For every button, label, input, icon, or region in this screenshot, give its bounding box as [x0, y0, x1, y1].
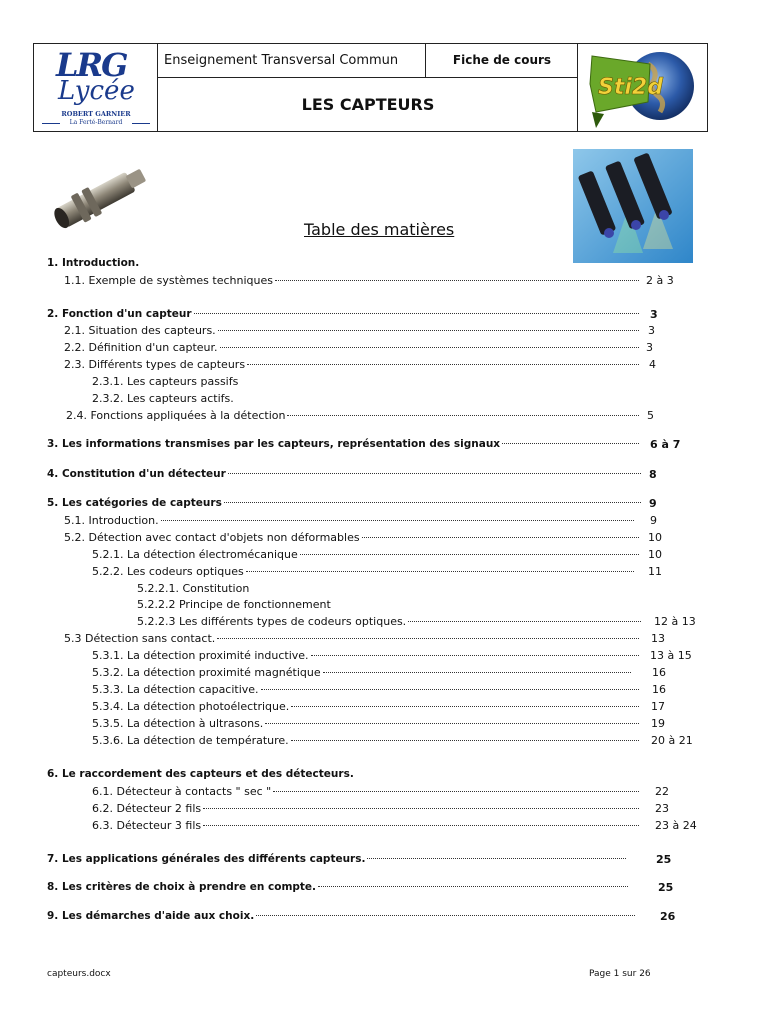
dot-leader	[291, 706, 639, 707]
toc-title: Table des matières	[304, 220, 455, 239]
toc-page-number: 8	[649, 468, 657, 481]
toc-page-number: 11	[648, 565, 662, 578]
dot-leader	[311, 655, 639, 656]
toc-entry[interactable]: 5.2.1. La détection électromécanique	[92, 548, 641, 561]
dot-leader	[228, 473, 641, 474]
dot-leader	[275, 280, 639, 281]
toc-page-number: 12 à 13	[654, 615, 696, 628]
logo-lrg-text: LRG	[56, 46, 127, 84]
school-logo	[34, 44, 158, 131]
toc-entry[interactable]: 2. Fonction d'un capteur	[47, 308, 641, 320]
dot-leader	[246, 571, 634, 572]
toc-page-number: 6 à 7	[650, 438, 681, 451]
dot-leader	[367, 858, 626, 859]
toc-entry[interactable]: 3. Les informations transmises par les capteurs, représentation des signaux	[47, 438, 641, 450]
toc-entry[interactable]: 2.3. Différents types de capteurs	[64, 358, 641, 371]
toc-page-number: 25	[658, 881, 674, 894]
dot-leader	[194, 313, 639, 314]
toc-entry[interactable]: 5.2.2. Les codeurs optiques	[92, 565, 636, 578]
toc-page-number: 4	[649, 358, 656, 371]
dot-leader	[218, 330, 639, 331]
dot-leader	[256, 915, 635, 916]
toc-entry[interactable]: 5.2.2.2 Principe de fonctionnement	[137, 598, 331, 611]
dot-leader	[161, 520, 634, 521]
toc-entry[interactable]: 6.1. Détecteur à contacts " sec "	[92, 785, 641, 798]
toc-entry[interactable]: 5.1. Introduction.	[64, 514, 636, 527]
toc-entry[interactable]: 2.1. Situation des capteurs.	[64, 324, 641, 337]
toc-entry[interactable]: 1.1. Exemple de systèmes techniques	[64, 274, 641, 287]
toc-page-number: 5	[647, 409, 654, 422]
toc-entry[interactable]: 7. Les applications générales des différents capteurs.	[47, 853, 628, 865]
toc-page-number: 16	[652, 683, 666, 696]
toc-page-number: 9	[650, 514, 657, 527]
toc-entry[interactable]: 5.3.3. La détection capacitive.	[92, 683, 641, 696]
page-title: LES CAPTEURS	[301, 95, 435, 114]
toc-entry[interactable]: 2.3.2. Les capteurs actifs.	[92, 392, 234, 405]
dot-leader	[318, 886, 628, 887]
dot-leader	[323, 672, 631, 673]
doc-type-label: Fiche de cours	[426, 44, 578, 78]
toc-page-number: 3	[650, 308, 658, 321]
logo-rule-right	[132, 123, 150, 124]
toc-page-number: 22	[655, 785, 669, 798]
toc-entry[interactable]: 1. Introduction.	[47, 257, 140, 269]
toc-page-number: 26	[660, 910, 676, 923]
toc-entry[interactable]: 5.2.2.1. Constitution	[137, 582, 250, 595]
toc-page-number: 23 à 24	[655, 819, 697, 832]
dot-leader	[220, 347, 639, 348]
sti2d-logo	[578, 44, 707, 131]
footer-page-count: Page 1 sur 26	[589, 969, 651, 979]
dot-leader	[287, 415, 639, 416]
logo-city: La Ferté-Bernard	[69, 119, 123, 126]
toc-entry[interactable]: 5.2.2.3 Les différents types de codeurs optiques.	[137, 615, 643, 628]
toc-page-number: 10	[648, 531, 662, 544]
dot-leader	[273, 791, 639, 792]
dot-leader	[291, 740, 639, 741]
logo-lycee-text: Lycée	[58, 76, 135, 106]
toc-entry[interactable]: 2.3.1. Les capteurs passifs	[92, 375, 239, 388]
toc-entry[interactable]: 5.3.5. La détection à ultrasons.	[92, 717, 641, 730]
toc-entry[interactable]: 5. Les catégories de capteurs	[47, 497, 643, 509]
toc-entry[interactable]: 6.2. Détecteur 2 fils	[92, 802, 641, 815]
footer-filename: capteurs.docx	[47, 969, 111, 979]
toc-entry[interactable]: 2.4. Fonctions appliquées à la détection	[66, 409, 641, 422]
dot-leader	[362, 537, 639, 538]
toc-page-number: 3	[646, 341, 653, 354]
toc-entry[interactable]: 5.2. Détection avec contact d'objets non déformables	[64, 531, 641, 544]
document-header	[33, 43, 708, 132]
toc-entry[interactable]: 5.3.2. La détection proximité magnétique	[92, 666, 633, 679]
toc-entry[interactable]: 9. Les démarches d'aide aux choix.	[47, 910, 637, 922]
sti2d-logo-text: Sti2d	[598, 75, 663, 100]
dot-leader	[203, 825, 639, 826]
toc-entry[interactable]: 5.3.1. La détection proximité inductive.	[92, 649, 641, 662]
logo-school-name: ROBERT GARNIER	[61, 110, 131, 118]
toc-page-number: 2 à 3	[646, 274, 674, 287]
toc-page-number: 3	[648, 324, 655, 337]
toc-entry[interactable]: 8. Les critères de choix à prendre en compte.	[47, 881, 630, 893]
toc-entry[interactable]: 4. Constitution d'un détecteur	[47, 468, 643, 480]
dot-leader	[217, 638, 639, 639]
dot-leader	[265, 723, 639, 724]
toc-page-number: 23	[655, 802, 669, 815]
toc-page-number: 25	[656, 853, 672, 866]
toc-entry[interactable]: 6.3. Détecteur 3 fils	[92, 819, 641, 832]
toc-entry[interactable]: 2.2. Définition d'un capteur.	[64, 341, 641, 354]
toc-entry[interactable]: 5.3.4. La détection photoélectrique.	[92, 700, 641, 713]
toc-entry[interactable]: 5.3 Détection sans contact.	[64, 632, 641, 645]
toc-page-number: 13 à 15	[650, 649, 692, 662]
dot-leader	[224, 502, 641, 503]
subject-label: Enseignement Transversal Commun	[158, 44, 426, 78]
dot-leader	[247, 364, 639, 365]
header-title-area	[158, 44, 578, 131]
photoelectric-sensors-image	[573, 149, 693, 263]
dot-leader	[408, 621, 641, 622]
dot-leader	[502, 443, 639, 444]
dot-leader	[203, 808, 639, 809]
sti2d-logo-graphic	[578, 44, 707, 131]
toc-page-number: 10	[648, 548, 662, 561]
inductive-sensor-image	[48, 152, 154, 240]
dot-leader	[300, 554, 639, 555]
toc-page-number: 17	[651, 700, 665, 713]
toc-entry[interactable]: 5.3.6. La détection de température.	[92, 734, 641, 747]
dot-leader	[261, 689, 639, 690]
toc-page-number: 13	[651, 632, 665, 645]
toc-page-number: 19	[651, 717, 665, 730]
toc-page-number: 9	[649, 497, 657, 510]
toc-page-number: 20 à 21	[651, 734, 693, 747]
toc-page-number: 16	[652, 666, 666, 679]
toc-entry[interactable]: 6. Le raccordement des capteurs et des détecteurs.	[47, 768, 354, 780]
